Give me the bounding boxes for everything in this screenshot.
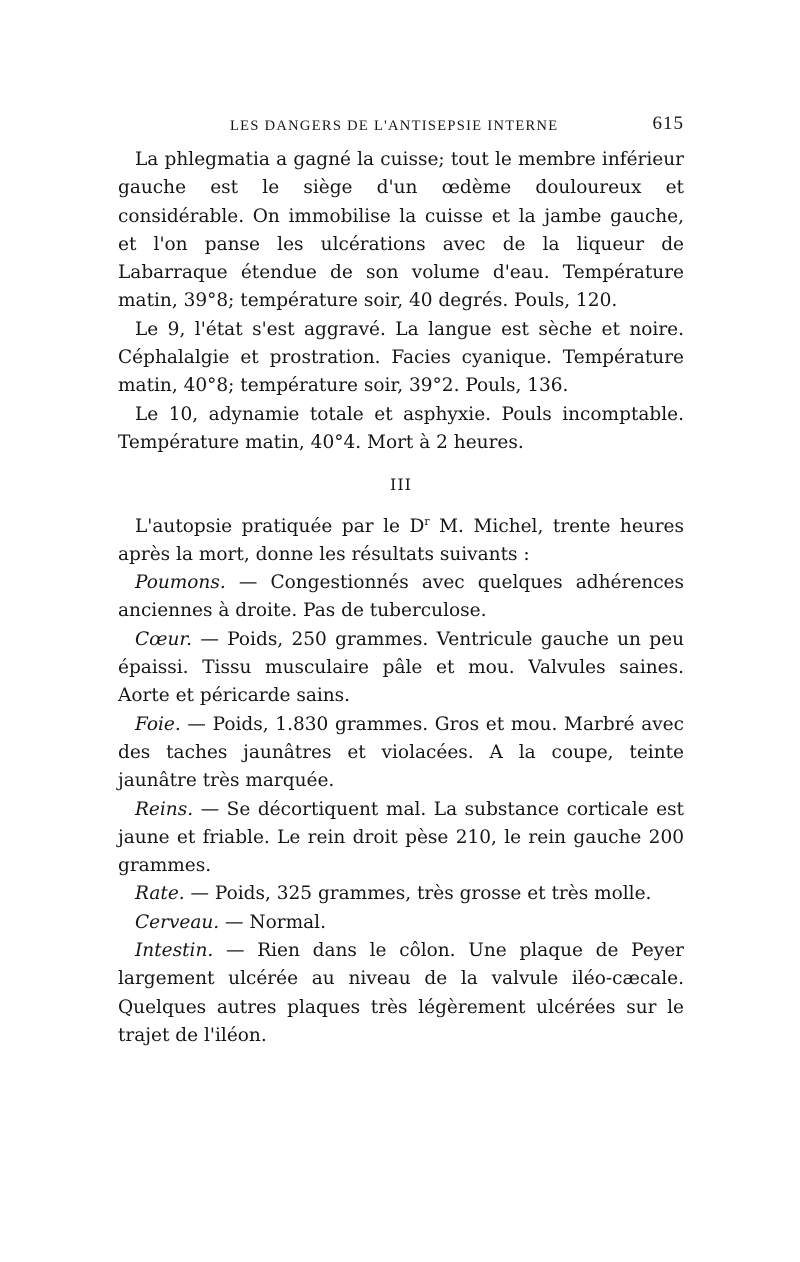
finding-text: — Rien dans le côlon. Une plaque de Peyer largement ulcérée au niveau de la valvule iléo-cæcale. Quelques autres plaques très légèrement ulcérées sur le trajet de l'iléon. bbox=[118, 940, 684, 1046]
page-number: 615 bbox=[652, 113, 684, 134]
organ-name: Poumons. bbox=[135, 572, 226, 594]
autopsy-intro-start: L'autopsie pratiquée par le D bbox=[135, 515, 425, 537]
organ-name: Foie. bbox=[135, 713, 181, 735]
paragraph-day-10: Le 10, adynamie totale et asphyxie. Pouls incomptable. Température matin, 40°4. Mort à 2 heures. bbox=[118, 403, 684, 453]
organ-name: Cœur. bbox=[135, 628, 193, 650]
autopsy-intro-end: M. Michel, trente heures après la mort, donne les résultats suivants : bbox=[118, 515, 684, 565]
finding-text: — Poids, 1.830 grammes. Gros et mou. Marbré avec des taches jaunâtres et violacées. A la coupe, teinte jaunâtre très marquée. bbox=[118, 713, 684, 792]
doctor-superscript: r bbox=[424, 514, 430, 528]
finding-intestine bbox=[118, 937, 684, 1050]
organ-name: Intestin. bbox=[135, 940, 214, 962]
finding-heart bbox=[118, 626, 684, 711]
finding-text: — Normal. bbox=[219, 911, 326, 933]
finding-text: — Congestionnés avec quelques adhérences anciennes à droite. Pas de tuberculose. bbox=[118, 572, 684, 622]
book-page bbox=[118, 112, 684, 1050]
paragraph-phlegmatia: La phlegmatia a gagné la cuisse; tout le membre inférieur gauche est le siège d'un œdème douloureux et considérable. On immobilise la cuisse et la jambe gauche, et l'on panse les ulcérations avec de la liqueur de Labarraque étendue de son volume d'eau. Température matin, 39°8; température soir, 40 degrés. Pouls, 120. bbox=[118, 149, 684, 312]
finding-text: — Poids, 250 grammes. Ventricule gauche un peu épaissi. Tissu musculaire pâle et mou. Valvules saines. Aorte et péricarde sains. bbox=[118, 628, 684, 707]
organ-name: Reins. bbox=[135, 798, 194, 820]
finding-kidneys bbox=[118, 796, 684, 881]
paragraph-day-9: Le 9, l'état s'est aggravé. La langue est sèche et noire. Céphalalgie et prostration. Facies cyanique. Température matin, 40°8; température soir, 39°2. Pouls, 136. bbox=[118, 318, 684, 397]
finding-text: — Se décortiquent mal. La substance corticale est jaune et friable. Le rein droit pèse 210, le rein gauche 200 grammes. bbox=[118, 798, 684, 877]
section-number: III bbox=[390, 475, 412, 495]
organ-name: Cerveau. bbox=[135, 911, 220, 933]
finding-liver bbox=[118, 711, 684, 796]
finding-spleen bbox=[118, 880, 684, 908]
running-title: LES DANGERS DE L'ANTISEPSIE INTERNE bbox=[230, 118, 559, 134]
finding-text: — Poids, 325 grammes, très grosse et très molle. bbox=[184, 883, 652, 905]
paragraph-autopsy-intro bbox=[118, 513, 684, 570]
finding-lungs bbox=[118, 569, 684, 626]
finding-brain bbox=[118, 909, 684, 937]
page-header bbox=[118, 112, 684, 140]
organ-name: Rate. bbox=[135, 883, 185, 905]
